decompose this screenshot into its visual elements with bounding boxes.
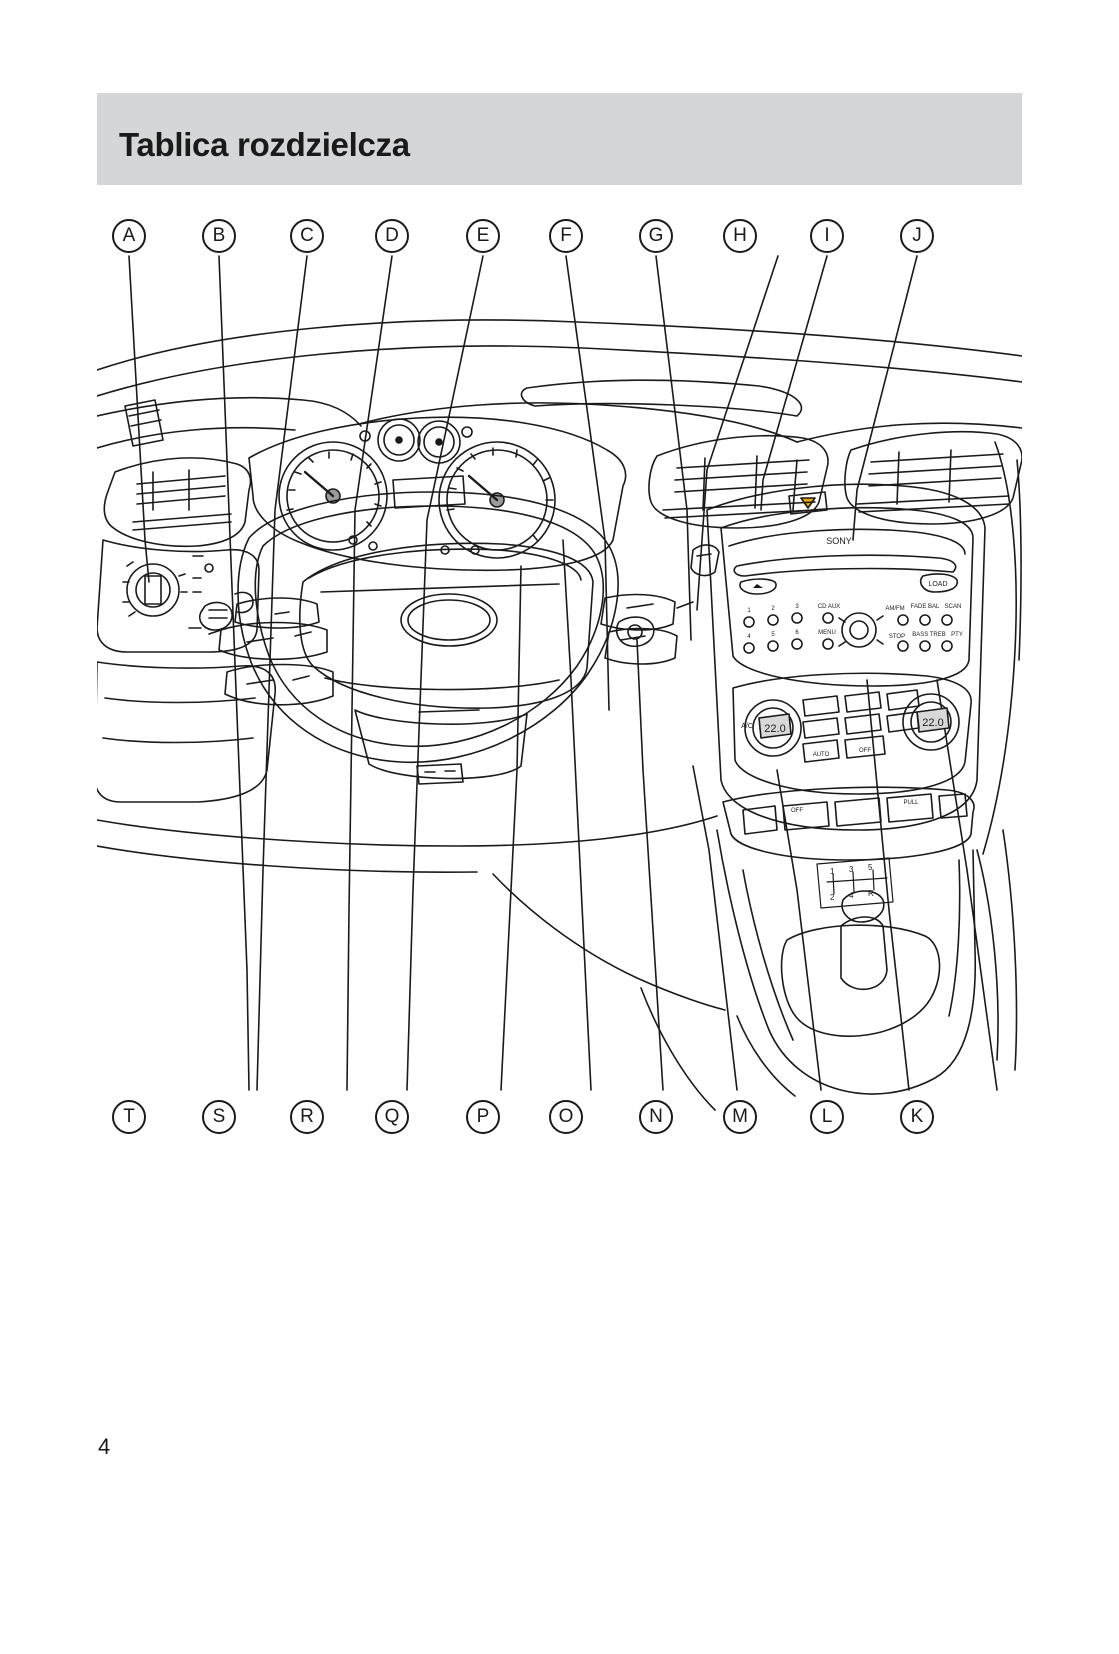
page-number: 4	[98, 1434, 111, 1459]
climate-left-temp: 22.0	[764, 723, 786, 735]
svg-text:AUTO: AUTO	[812, 752, 830, 758]
callout-k: K	[900, 1100, 934, 1134]
climate-right-temp: 22.0	[922, 717, 944, 729]
svg-text:AM/FM: AM/FM	[885, 606, 905, 612]
svg-text:SCAN: SCAN	[944, 604, 962, 610]
callout-j: J	[900, 219, 934, 253]
svg-text:2: 2	[830, 893, 835, 902]
svg-text:STOP: STOP	[888, 634, 906, 640]
svg-text:1: 1	[747, 608, 751, 614]
callout-o: O	[549, 1100, 583, 1134]
svg-text:OFF: OFF	[791, 808, 803, 814]
svg-text:CD AUX: CD AUX	[817, 604, 841, 610]
svg-text:5: 5	[771, 632, 775, 638]
svg-text:3: 3	[795, 604, 799, 610]
svg-text:PTY: PTY	[951, 632, 963, 638]
svg-text:5: 5	[868, 863, 873, 872]
svg-text:4: 4	[849, 891, 854, 900]
callout-a: A	[112, 219, 146, 253]
callout-b: B	[202, 219, 236, 253]
callout-c: C	[290, 219, 324, 253]
svg-text:MENU: MENU	[818, 630, 836, 636]
dashboard-illustration	[97, 210, 1022, 1150]
callout-p: P	[466, 1100, 500, 1134]
callout-q: Q	[375, 1100, 409, 1134]
callout-i: I	[810, 219, 844, 253]
svg-text:A/C: A/C	[741, 723, 753, 730]
svg-text:1: 1	[830, 867, 835, 876]
callout-n: N	[639, 1100, 673, 1134]
svg-text:FADE BAL: FADE BAL	[910, 604, 940, 610]
svg-text:4: 4	[747, 634, 751, 640]
callout-s: S	[202, 1100, 236, 1134]
callout-h: H	[723, 219, 757, 253]
svg-text:2: 2	[771, 606, 775, 612]
callout-g: G	[639, 219, 673, 253]
svg-text:OFF: OFF	[859, 748, 871, 754]
callout-e: E	[466, 219, 500, 253]
svg-text:R: R	[868, 889, 874, 898]
radio-load-label: LOAD	[928, 581, 948, 588]
callout-l: L	[810, 1100, 844, 1134]
svg-text:PULL: PULL	[903, 800, 919, 806]
callout-r: R	[290, 1100, 324, 1134]
callout-f: F	[549, 219, 583, 253]
svg-text:3: 3	[849, 865, 854, 874]
callout-m: M	[723, 1100, 757, 1134]
callout-d: D	[375, 219, 409, 253]
page-title: Tablica rozdzielcza	[119, 126, 410, 163]
svg-text:6: 6	[795, 630, 799, 636]
radio-brand-label: SONY	[826, 536, 852, 546]
svg-text:BASS TREB: BASS TREB	[912, 632, 946, 638]
callout-t: T	[112, 1100, 146, 1134]
